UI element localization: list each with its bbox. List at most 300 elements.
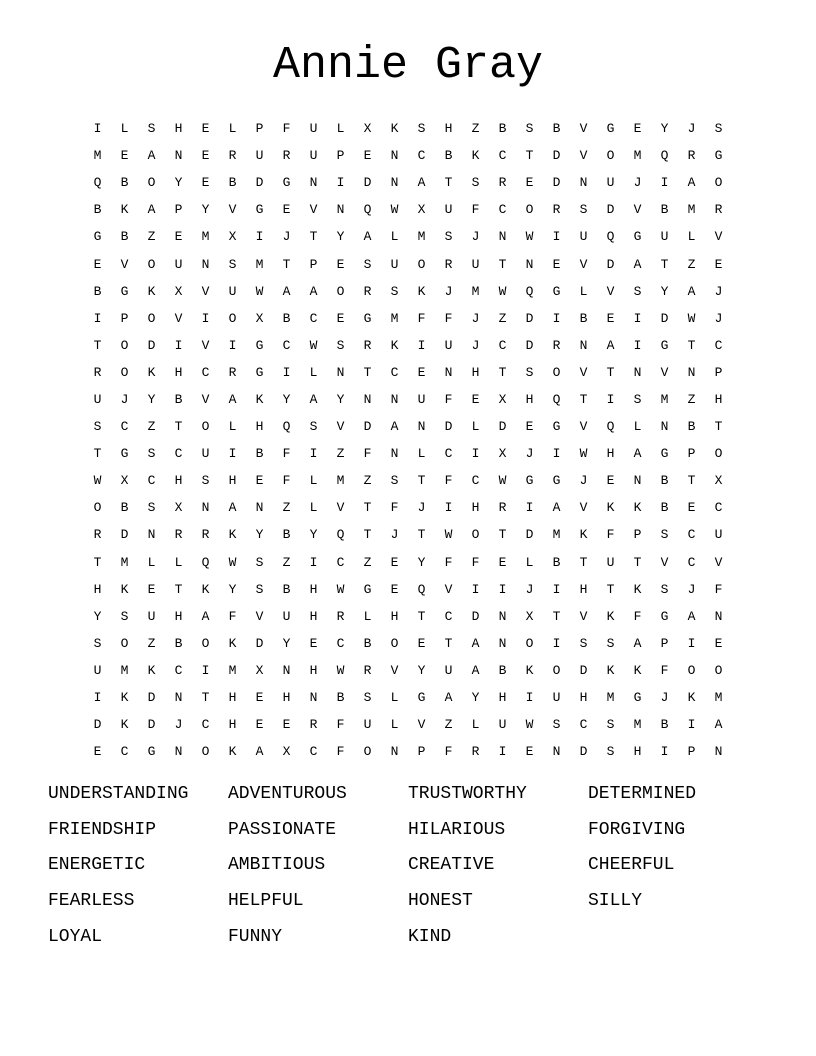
grid-letter: V (579, 148, 588, 164)
grid-letter: T (579, 391, 588, 407)
grid-letter: J (660, 690, 669, 706)
grid-letter: V (633, 202, 642, 218)
grid-letter: T (579, 554, 588, 570)
grid-row (84, 115, 732, 142)
grid-letter: S (444, 229, 453, 245)
grid-letter: Z (336, 446, 345, 462)
grid-letter: Y (282, 635, 291, 651)
grid-letter: S (120, 608, 129, 624)
word-list-item: TRUSTWORTHY (408, 784, 527, 804)
grid-letter: I (444, 500, 453, 516)
grid-letter: L (363, 608, 372, 624)
grid-letter: D (525, 310, 534, 326)
grid-letter: V (444, 581, 453, 597)
grid-letter: I (93, 121, 102, 137)
grid-letter: X (417, 202, 426, 218)
grid-letter: P (255, 121, 264, 137)
grid-letter: Q (363, 202, 372, 218)
grid-letter: X (174, 283, 183, 299)
word-list-item: ADVENTUROUS (228, 784, 347, 804)
grid-letter: Z (147, 229, 156, 245)
grid-letter: C (417, 148, 426, 164)
grid-letter: C (471, 473, 480, 489)
grid-letter: F (282, 473, 291, 489)
grid-letter: G (552, 473, 561, 489)
grid-letter: C (579, 717, 588, 733)
grid-letter: F (444, 310, 453, 326)
grid-letter: Q (282, 419, 291, 435)
grid-letter: B (336, 690, 345, 706)
grid-letter: E (93, 256, 102, 272)
grid-letter: R (228, 148, 237, 164)
grid-letter: O (228, 310, 237, 326)
grid-letter: V (714, 554, 723, 570)
grid-letter: H (714, 391, 723, 407)
grid-letter: J (174, 717, 183, 733)
grid-letter: O (336, 283, 345, 299)
grid-letter: I (93, 690, 102, 706)
word-list-item: HELPFUL (228, 891, 304, 912)
grid-letter: T (363, 500, 372, 516)
word-list-item: SILLY (588, 891, 643, 912)
grid-letter: G (255, 202, 264, 218)
grid-letter: Y (282, 391, 291, 407)
grid-letter: T (93, 554, 102, 570)
grid-letter: O (552, 364, 561, 380)
grid-letter: E (201, 121, 210, 137)
grid-letter: K (606, 662, 615, 678)
grid-letter: O (390, 635, 399, 651)
grid-letter: X (714, 473, 723, 489)
grid-letter: W (336, 662, 345, 678)
grid-letter: A (606, 337, 615, 353)
grid-letter: R (444, 256, 453, 272)
grid-letter: A (687, 175, 696, 191)
grid-letter: F (660, 662, 669, 678)
grid-letter: L (228, 121, 237, 137)
grid-letter: Z (363, 473, 372, 489)
grid-letter: V (201, 391, 210, 407)
grid-letter: E (525, 419, 534, 435)
grid-letter: D (552, 175, 561, 191)
grid-letter: X (525, 608, 534, 624)
grid-letter: S (633, 391, 642, 407)
grid-letter: L (579, 283, 588, 299)
grid-letter: R (282, 148, 291, 164)
grid-letter: J (471, 310, 480, 326)
grid-letter: T (174, 419, 183, 435)
grid-letter: K (579, 527, 588, 543)
grid-letter: V (228, 202, 237, 218)
grid-letter: C (201, 364, 210, 380)
grid-letter: B (228, 175, 237, 191)
grid-letter: T (174, 581, 183, 597)
grid-letter: B (552, 121, 561, 137)
grid-letter: I (471, 581, 480, 597)
grid-letter: Y (309, 527, 318, 543)
grid-letter: J (282, 229, 291, 245)
grid-letter: F (282, 121, 291, 137)
grid-letter: K (228, 527, 237, 543)
grid-letter: R (363, 337, 372, 353)
grid-letter: B (498, 662, 507, 678)
grid-letter: B (363, 635, 372, 651)
grid-letter: S (579, 202, 588, 218)
grid-letter: L (390, 717, 399, 733)
grid-letter: T (282, 256, 291, 272)
grid-letter: S (525, 121, 534, 137)
grid-letter: N (417, 419, 426, 435)
grid-letter: H (579, 581, 588, 597)
grid-letter: V (309, 202, 318, 218)
grid-letter: J (120, 391, 129, 407)
grid-letter: E (606, 310, 615, 326)
grid-letter: A (228, 391, 237, 407)
grid-letter: B (579, 310, 588, 326)
grid-letter: M (93, 148, 102, 164)
grid-letter: X (120, 473, 129, 489)
grid-letter: L (309, 364, 318, 380)
grid-letter: I (552, 310, 561, 326)
grid-letter: J (525, 581, 534, 597)
grid-letter: E (471, 391, 480, 407)
grid-letter: D (147, 717, 156, 733)
grid-letter: V (417, 717, 426, 733)
grid-letter: N (444, 364, 453, 380)
grid-letter: J (714, 283, 723, 299)
grid-letter: K (120, 717, 129, 733)
grid-letter: V (390, 662, 399, 678)
grid-letter: R (336, 608, 345, 624)
grid-letter: T (363, 527, 372, 543)
grid-letter: T (606, 581, 615, 597)
grid-letter: M (120, 662, 129, 678)
word-list-item: HONEST (408, 891, 473, 912)
grid-letter: O (525, 635, 534, 651)
grid-letter: N (660, 419, 669, 435)
grid-letter: F (444, 391, 453, 407)
grid-letter: R (363, 283, 372, 299)
grid-letter: B (93, 202, 102, 218)
grid-letter: G (606, 121, 615, 137)
grid-letter: M (336, 473, 345, 489)
grid-letter: S (363, 690, 372, 706)
grid-letter: G (255, 364, 264, 380)
grid-letter: M (606, 690, 615, 706)
grid-letter: K (201, 581, 210, 597)
grid-letter: W (525, 717, 534, 733)
grid-letter: Q (525, 283, 534, 299)
grid-letter: G (363, 310, 372, 326)
grid-letter: F (444, 473, 453, 489)
grid-letter: K (687, 690, 696, 706)
grid-letter: H (390, 608, 399, 624)
grid-letter: W (255, 283, 264, 299)
grid-letter: T (444, 175, 453, 191)
grid-letter: L (174, 554, 183, 570)
grid-letter: R (201, 527, 210, 543)
grid-letter: H (174, 121, 183, 137)
grid-letter: A (417, 175, 426, 191)
grid-letter: F (444, 554, 453, 570)
grid-letter: O (120, 337, 129, 353)
grid-letter: N (633, 473, 642, 489)
grid-letter: V (255, 608, 264, 624)
grid-letter: U (282, 608, 291, 624)
grid-letter: U (255, 148, 264, 164)
grid-letter: B (93, 283, 102, 299)
grid-letter: O (201, 419, 210, 435)
grid-letter: P (660, 635, 669, 651)
grid-letter: L (309, 500, 318, 516)
grid-letter: S (417, 121, 426, 137)
grid-letter: D (660, 310, 669, 326)
grid-letter: S (714, 121, 723, 137)
grid-letter: B (255, 446, 264, 462)
grid-letter: O (606, 148, 615, 164)
grid-letter: E (606, 473, 615, 489)
grid-letter: M (660, 391, 669, 407)
grid-letter: H (498, 690, 507, 706)
grid-letter: U (498, 717, 507, 733)
grid-row (84, 711, 732, 738)
grid-letter: U (444, 337, 453, 353)
grid-letter: D (579, 662, 588, 678)
grid-letter: G (363, 581, 372, 597)
grid-letter: Y (417, 554, 426, 570)
grid-letter: C (147, 473, 156, 489)
grid-row (84, 386, 732, 413)
grid-letter: D (444, 419, 453, 435)
grid-letter: U (444, 202, 453, 218)
grid-letter: Z (282, 554, 291, 570)
grid-letter: K (390, 337, 399, 353)
grid-letter: W (444, 527, 453, 543)
grid-letter: E (93, 744, 102, 760)
word-search-grid (84, 115, 732, 765)
grid-letter: G (552, 283, 561, 299)
grid-letter: U (552, 690, 561, 706)
grid-letter: T (201, 690, 210, 706)
grid-letter: P (714, 364, 723, 380)
grid-letter: D (147, 690, 156, 706)
grid-letter: I (633, 337, 642, 353)
grid-letter: H (444, 121, 453, 137)
grid-letter: L (120, 121, 129, 137)
grid-letter: H (471, 364, 480, 380)
grid-letter: A (633, 256, 642, 272)
grid-letter: H (174, 364, 183, 380)
grid-letter: O (120, 635, 129, 651)
grid-letter: I (417, 337, 426, 353)
grid-letter: H (309, 608, 318, 624)
grid-letter: R (93, 527, 102, 543)
grid-letter: D (363, 419, 372, 435)
grid-letter: S (525, 364, 534, 380)
grid-letter: S (660, 527, 669, 543)
grid-letter: V (174, 310, 183, 326)
grid-letter: L (309, 473, 318, 489)
grid-letter: N (309, 690, 318, 706)
grid-letter: T (498, 256, 507, 272)
grid-letter: E (525, 175, 534, 191)
grid-letter: M (714, 690, 723, 706)
grid-letter: U (417, 391, 426, 407)
grid-letter: F (336, 717, 345, 733)
grid-letter: X (498, 391, 507, 407)
word-list-item: UNDERSTANDING (48, 784, 189, 804)
grid-letter: R (714, 202, 723, 218)
grid-letter: Y (471, 690, 480, 706)
grid-letter: S (147, 446, 156, 462)
grid-row (84, 250, 732, 277)
grid-letter: D (255, 175, 264, 191)
grid-letter: I (525, 690, 534, 706)
grid-letter: N (174, 744, 183, 760)
grid-letter: T (552, 608, 561, 624)
word-list (48, 780, 768, 958)
grid-letter: N (363, 391, 372, 407)
grid-letter: G (120, 283, 129, 299)
grid-letter: Y (147, 391, 156, 407)
grid-letter: S (147, 500, 156, 516)
grid-letter: B (120, 229, 129, 245)
grid-letter: O (147, 256, 156, 272)
grid-letter: E (309, 635, 318, 651)
grid-letter: F (336, 744, 345, 760)
grid-letter: E (525, 744, 534, 760)
grid-letter: S (579, 635, 588, 651)
grid-letter: Q (660, 148, 669, 164)
grid-letter: I (309, 554, 318, 570)
grid-letter: C (687, 527, 696, 543)
grid-row (84, 169, 732, 196)
grid-letter: U (444, 662, 453, 678)
grid-letter: D (147, 337, 156, 353)
grid-letter: D (471, 608, 480, 624)
grid-letter: C (120, 419, 129, 435)
grid-letter: N (390, 391, 399, 407)
grid-letter: R (174, 527, 183, 543)
grid-letter: J (687, 121, 696, 137)
grid-letter: V (579, 500, 588, 516)
grid-letter: H (309, 662, 318, 678)
grid-letter: Z (147, 419, 156, 435)
grid-letter: R (687, 148, 696, 164)
grid-letter: S (606, 717, 615, 733)
grid-letter: K (633, 500, 642, 516)
grid-letter: I (228, 446, 237, 462)
grid-letter: F (390, 500, 399, 516)
grid-letter: D (498, 419, 507, 435)
grid-letter: N (390, 446, 399, 462)
grid-letter: H (579, 690, 588, 706)
grid-letter: T (309, 229, 318, 245)
grid-letter: I (660, 175, 669, 191)
grid-letter: O (120, 364, 129, 380)
grid-letter: H (228, 717, 237, 733)
grid-letter: A (633, 635, 642, 651)
grid-row (84, 738, 732, 765)
grid-letter: W (309, 337, 318, 353)
grid-letter: R (309, 717, 318, 733)
grid-letter: X (174, 500, 183, 516)
grid-letter: C (309, 310, 318, 326)
grid-letter: P (120, 310, 129, 326)
grid-letter: Z (471, 121, 480, 137)
grid-letter: J (417, 500, 426, 516)
grid-letter: H (174, 608, 183, 624)
grid-letter: W (93, 473, 102, 489)
grid-letter: S (228, 256, 237, 272)
grid-letter: M (552, 527, 561, 543)
grid-letter: D (579, 744, 588, 760)
grid-letter: N (498, 608, 507, 624)
grid-row (84, 413, 732, 440)
grid-letter: S (309, 419, 318, 435)
grid-letter: P (687, 744, 696, 760)
grid-letter: E (255, 473, 264, 489)
grid-letter: V (714, 229, 723, 245)
grid-letter: I (525, 500, 534, 516)
grid-letter: J (525, 446, 534, 462)
grid-letter: W (228, 554, 237, 570)
grid-letter: Z (687, 391, 696, 407)
grid-letter: E (417, 364, 426, 380)
grid-letter: V (606, 283, 615, 299)
grid-letter: V (120, 256, 129, 272)
grid-letter: D (525, 337, 534, 353)
grid-row (84, 142, 732, 169)
grid-letter: Y (255, 527, 264, 543)
grid-letter: I (255, 229, 264, 245)
grid-letter: T (633, 554, 642, 570)
grid-row (84, 305, 732, 332)
grid-letter: I (282, 364, 291, 380)
grid-letter: G (633, 229, 642, 245)
grid-letter: Q (417, 581, 426, 597)
grid-letter: F (444, 744, 453, 760)
grid-letter: D (552, 148, 561, 164)
grid-letter: C (201, 717, 210, 733)
grid-letter: W (525, 229, 534, 245)
grid-letter: S (336, 337, 345, 353)
grid-letter: G (660, 446, 669, 462)
grid-letter: S (363, 256, 372, 272)
grid-letter: N (579, 337, 588, 353)
grid-letter: E (714, 256, 723, 272)
grid-letter: H (525, 391, 534, 407)
grid-letter: B (687, 419, 696, 435)
grid-letter: L (336, 121, 345, 137)
grid-letter: H (228, 690, 237, 706)
grid-letter: G (552, 419, 561, 435)
grid-letter: Y (93, 608, 102, 624)
grid-letter: M (633, 717, 642, 733)
grid-letter: N (525, 256, 534, 272)
grid-letter: L (633, 419, 642, 435)
grid-letter: N (390, 175, 399, 191)
grid-letter: N (336, 202, 345, 218)
grid-letter: G (282, 175, 291, 191)
grid-letter: Y (201, 202, 210, 218)
grid-letter: A (147, 148, 156, 164)
grid-letter: N (579, 175, 588, 191)
grid-letter: A (471, 662, 480, 678)
grid-letter: L (525, 554, 534, 570)
grid-letter: A (444, 690, 453, 706)
grid-letter: G (147, 744, 156, 760)
